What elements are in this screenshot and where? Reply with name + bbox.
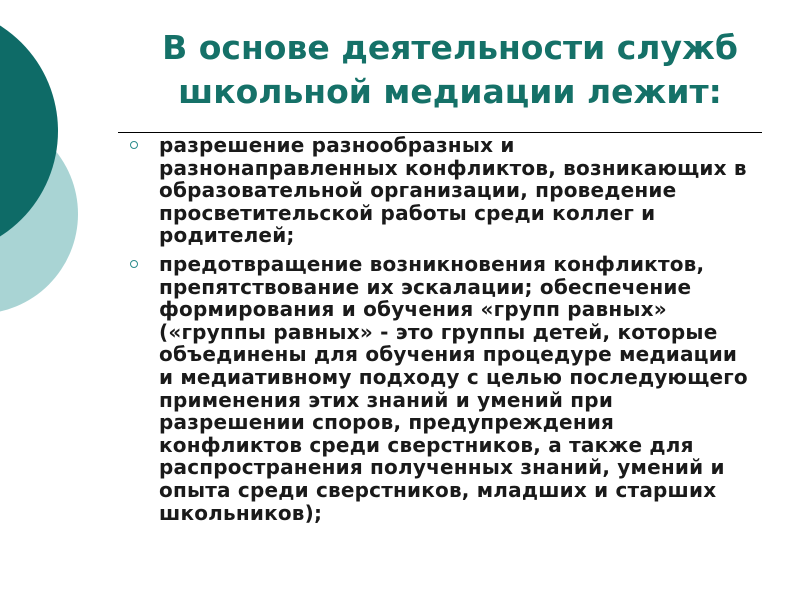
slide-title-line-1: В основе деятельности служб (162, 28, 738, 67)
bullet-list (128, 134, 758, 530)
bullet-text: разрешение разнообразных и разнонаправленных конфликтов, возникающих в образовательной организации, проведение просветительской работы среди коллег и родителей; (159, 133, 747, 248)
bullet-item-conflict-resolution (128, 134, 758, 247)
circle-bullet-icon (130, 141, 138, 149)
circle-bullet-icon (130, 260, 138, 268)
slide-title-line-2: школьной медиации лежит: (178, 72, 722, 111)
bullet-item-conflict-prevention (128, 253, 758, 524)
slide-title (110, 26, 790, 114)
bullet-text: предотвращение возникновения конфликтов, препятствование их эскалации; обеспечение формирования и обучения «групп равных» («группы равных» - это группы детей, которые объединены для обучения процедуре медиации и медиативному подходу с целью последующего применения этих знаний и умений при разрешении споров, предупреждения конфликтов среди сверстников, а также для распространения полученных знаний, умений и опыта среди сверстников, младших и старших школьников); (159, 251, 748, 525)
